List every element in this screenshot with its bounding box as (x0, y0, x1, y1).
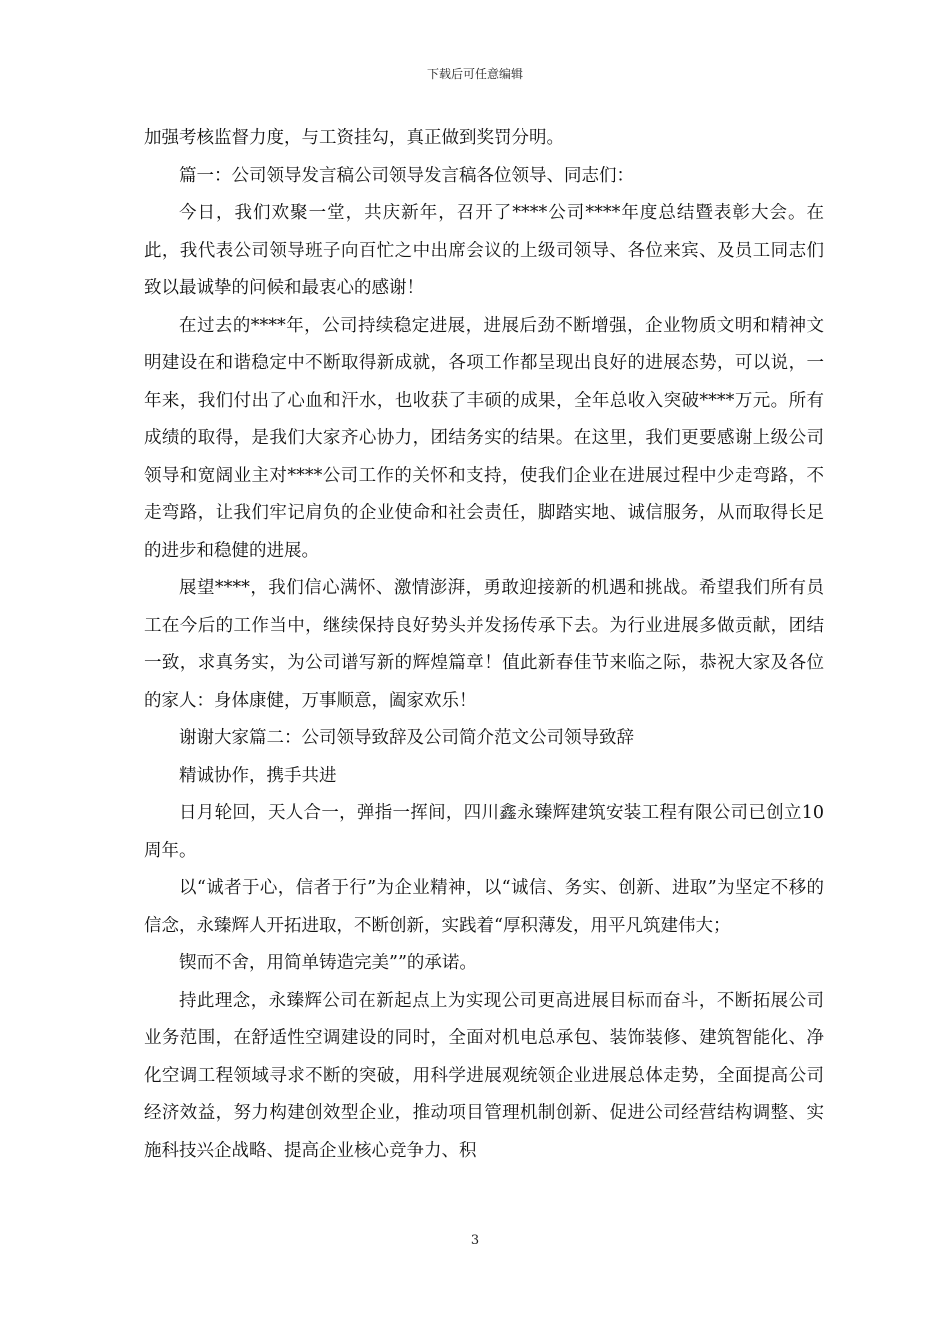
paragraph: 持此理念，永臻辉公司在新起点上为实现公司更高进展目标而奋斗，不断拓展公司业务范围，在舒适性空调建设的同时，全面对机电总承包、装饰装修、建筑智能化、净化空调工程领域寻求不断的突破，用科学进展观统领企业进展总体走势，全面提高公司经济效益，努力构建创效型企业，推动项目管理机制创新、促进公司经营结构调整、实施科技兴企战略、提高企业核心竞争力、积 (144, 990, 824, 1161)
paragraph: 精诚协作，携手共进 (179, 765, 337, 786)
paragraph: 加强考核监督力度，与工资挂勾，真正做到奖罚分明。 (144, 128, 564, 148)
paragraph: 在过去的****年，公司持续稳定进展，进展后劲不断增强，企业物质文明和精神文明建设在和谐稳定中不断取得新成就，各项工作都呈现出良好的进展态势，可以说，一年来，我们付出了心血和汗水，也收获了丰硕的成果，全年总收入突破****万元。所有成绩的取得，是我们大家齐心协力，团结务实的结果。在这里，我们更要感谢上级公司领导和宽阔业主对****公司工作的关怀和支持，使我们企业在进展过程中少走弯路，不走弯路，让我们牢记肩负的企业使命和社会责任，脚踏实地、诚信服务，从而取得长足的进步和稳健的进展。 (144, 315, 824, 561)
paragraph: 谢谢大家篇二：公司领导致辞及公司简介范文公司领导致辞 (179, 728, 634, 748)
paragraph: 以“诚者于心，信者于行”为企业精神，以“诚信、务实、创新、进取”为坚定不移的信念，永臻辉人开拓进取，不断创新，实践着“厚积薄发，用平凡筑建伟大； (144, 878, 824, 936)
paragraph: 篇一：公司领导发言稿公司领导发言稿各位领导、同志们： (179, 165, 634, 186)
page-number: 3 (470, 1233, 480, 1248)
page-header: 下载后可任意编辑 (426, 67, 523, 81)
document-body (144, 120, 824, 1170)
paragraph: 日月轮回，天人合一，弹指一挥间，四川鑫永臻辉建筑安装工程有限公司已创立10周年。 (144, 803, 824, 861)
paragraph: 今日，我们欢聚一堂，共庆新年，召开了****公司****年度总结暨表彰大会。在此，我代表公司领导班子向百忙之中出席会议的上级司领导、各位来宾、及员工同志们致以最诚挚的问候和最衷心的感谢！ (144, 203, 824, 298)
paragraph: 展望****，我们信心满怀、激情澎湃，勇敢迎接新的机遇和挑战。希望我们所有员工在今后的工作当中，继续保持良好势头并发扬传承下去。为行业进展多做贡献，团结一致，求真务实，为公司谱写新的辉煌篇章！值此新春佳节来临之际，恭祝大家及各位的家人：身体康健，万事顺意，阖家欢乐！ (144, 578, 824, 711)
paragraph: 锲而不舍，用简单铸造完美””的承诺。 (179, 953, 477, 973)
